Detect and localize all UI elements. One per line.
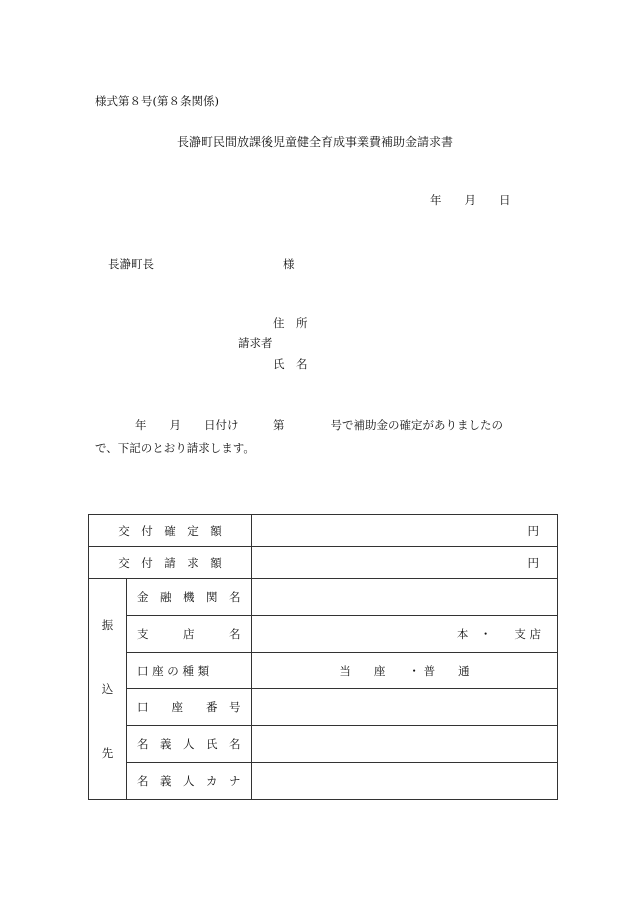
table-row: [89, 652, 558, 689]
table-row: [89, 689, 558, 726]
address-label: 住 所: [273, 316, 308, 330]
form-number: 様式第８号(第８条関係): [95, 94, 219, 108]
branch-name-field[interactable]: 本 ・ 支 店: [252, 615, 558, 652]
account-number-label: 口 座 番 号: [127, 689, 252, 726]
bank-name-field[interactable]: [252, 579, 558, 616]
bank-name-label: 金 融 機 関 名: [127, 579, 252, 616]
confirmed-amount-field[interactable]: 円: [252, 515, 558, 547]
body-line1-text: 年 月 日付け 第 号で補助金の確定がありましたの: [135, 418, 503, 432]
confirmed-amount-label: 交 付 確 定 額: [89, 515, 252, 547]
table-row: [89, 579, 558, 616]
holder-kana-label: 名 義 人 カ ナ: [127, 763, 252, 800]
requester-label: 請求者: [238, 336, 273, 350]
table-row: [89, 726, 558, 763]
table-row: [89, 615, 558, 652]
holder-kana-field[interactable]: [252, 763, 558, 800]
body-text-line2: で、下記のとおり請求します。: [95, 441, 255, 455]
account-type-label: 口 座 の 種 類: [127, 652, 252, 689]
transfer-char: 振: [101, 618, 114, 632]
transfer-char: 込: [101, 682, 114, 696]
branch-name-label: 支 店 名: [127, 615, 252, 652]
date-line: 年 月 日: [430, 193, 511, 207]
request-table: [88, 514, 558, 800]
body-text-line1: [95, 420, 503, 432]
requested-amount-field[interactable]: 円: [252, 547, 558, 579]
holder-name-label: 名 義 人 氏 名: [127, 726, 252, 763]
table-row: [89, 547, 558, 579]
document-title: 長瀞町民間放課後児童健全育成事業費補助金請求書: [176, 135, 453, 149]
requested-amount-label: 交 付 請 求 額: [89, 547, 252, 579]
transfer-char: 先: [101, 746, 114, 760]
table-row: [89, 515, 558, 547]
addressee-name: 長瀞町長: [108, 257, 154, 271]
name-label: 氏 名: [273, 357, 308, 371]
transfer-destination-label: [89, 579, 127, 800]
account-number-field[interactable]: [252, 689, 558, 726]
holder-name-field[interactable]: [252, 726, 558, 763]
account-type-field[interactable]: 当 座 ・ 普 通: [252, 652, 558, 689]
addressee-honorific: 様: [283, 257, 295, 271]
table-row: [89, 763, 558, 800]
